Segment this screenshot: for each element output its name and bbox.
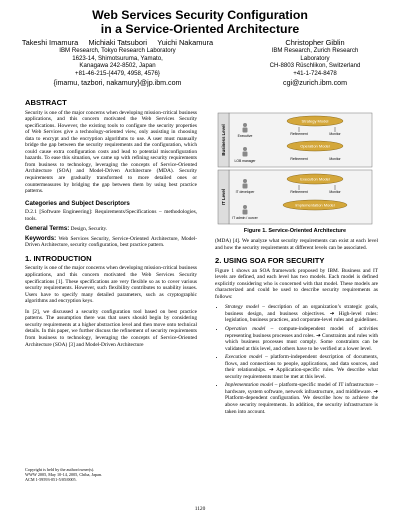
strategy-model-label: Strategy Model xyxy=(301,118,329,124)
lob-manager-person-body xyxy=(243,152,248,157)
affiliation-line: IBM Research, Tokyo Research Laboratory xyxy=(59,47,176,55)
intro-heading: 1. INTRODUCTION xyxy=(25,253,92,263)
soa-figure xyxy=(215,111,375,226)
affiliation-line: CH-8803 Rüschlikon, Switzerland xyxy=(269,62,361,70)
general-terms xyxy=(25,226,197,233)
affiliation-line: +41-1-724-8478 xyxy=(293,69,337,77)
executive-person-icon xyxy=(243,123,247,127)
it-admin-label: IT admin / ourcer xyxy=(232,216,258,220)
monitor-label: Monitor xyxy=(329,132,341,136)
bullet-text: – compute-independent model of activities representing business processes and roles. ➔ Constraints and rules with which business processes must comply. Some constraints can be validated at this level, and others have to be verified at a lower level. xyxy=(225,326,378,352)
operation-model-label: Operation Model xyxy=(300,143,330,149)
author-block-zurich xyxy=(245,39,385,87)
copyright-line: WWW 2005, May 10-14, 2005, Chiba, Japan. xyxy=(25,472,103,478)
abstract-text: Security is one of the major concerns when developing mission-critical business applications, and this concern motivated the Web Services Security specifications. However, the existing tools to configure the security properties of Web Services give a technology-oriented view, only assisting in choosing data to encrypt and the encryption algorithms to use. A user must manually bridge the gap between the security requirements and the configuration, which could cause extra configuration costs and lead to potential misconfiguration hazards. To ease this situation, we came up with refining security requirements from business to technology, leveraging the concepts of Service-Oriented Architecture (SOA) and Model-Driven Architecture (MDA). Security requirements are gradually transformed to more detailed ones or countermeasures by bridging the gap between them by using best practice patterns. xyxy=(25,109,197,195)
general-terms-text: Design, Security. xyxy=(70,226,108,233)
figure-caption: Figure 1. Service-Oriented Architecture xyxy=(243,228,347,234)
monitor-label: Monitor xyxy=(329,157,341,161)
bullet-term: Operation model xyxy=(225,326,266,333)
categories-text: D.2.1 [Software Engineering]: Requirements/Specifications – methodologies, tools. xyxy=(25,209,197,222)
bullet-term: Strategy model xyxy=(225,304,260,311)
general-terms-label: General Terms: xyxy=(25,225,70,233)
author-email-tokyo: {imamu, tazbori, nakamury}@jp.ibm.com xyxy=(53,79,182,88)
title-line-2: in a Service-Oriented Architecture xyxy=(100,22,300,36)
section2-paragraph-1: Figure 1 shows an SOA framework proposed by IBM. Business and IT levels are defined, and each level has two models. Each model is defined explicitly considering who is concerned with that model. These models are characterized and could be used to describe security requirements as follows: xyxy=(215,267,378,300)
execution-model-label: Execution Model xyxy=(300,176,330,182)
refinement-label: Refinement xyxy=(290,190,308,194)
it-developer-person-icon xyxy=(243,179,247,183)
list-item xyxy=(225,382,378,415)
author-names-tokyo: Takeshi Imamura Michiaki Tatsubori Yuichi Nakamura xyxy=(21,38,214,47)
refinement-label: Refinement xyxy=(290,157,308,161)
list-item xyxy=(225,326,378,352)
affiliation-line: Laboratory xyxy=(300,54,330,62)
intro-paragraph-1: Security is one of the major concerns when developing mission-critical business applications, and this concern motivated the Web Services Security specifications [1]. These specifications are very flexible so as to cover various security requirements. However, such flexibility contributes to usability issues. Users have to specify many detailed parameters, such as cryptographic algorithms and encryption keys. xyxy=(25,265,197,305)
it-level-label: IT Level xyxy=(221,188,226,206)
intro-paragraph-2: In [2], we discussed a security configuration tool based on best practice patterns. The assumption there was that users should begin by considering security requirements at a higher abstraction level and then move onto technical details. In this paper, we further discuss the refinement of security requirements from business to technology, leveraging the concepts of Service-Oriented Architecture (SOA) [3] and Model-Driven Architecture xyxy=(25,308,197,348)
copyright-notice xyxy=(25,467,175,483)
title-line-1: Web Services Security Configuration xyxy=(92,8,308,22)
list-item xyxy=(225,354,378,380)
keywords-text: Web Services Security, Service-Oriented Architecture, Model-Driven Architecture, security configuration, best practice pattern. xyxy=(25,235,197,249)
affiliation-line: 1623-14, Shimotsuruma, Yamato, xyxy=(72,54,163,62)
bullet-text: – platform-specific model of IT infrastructure – hardware, system software, network infrastructure, and middleware. ➔ Platform-dependent configuration. We describe how to achieve the above security requirements. In addition, the security infrastructure is taken into account. xyxy=(225,382,379,415)
keywords-label: Keywords: xyxy=(25,234,57,242)
executive-person-body xyxy=(243,128,248,133)
bullet-text: – platform-independent description of documents, flows, and connections to people, applications, and data sources, and their relationships. ➔ Application-specific rules. We describe what security requirements must be met at this level. xyxy=(225,354,378,380)
right-column xyxy=(215,238,378,418)
lob-manager-label: LOB manager xyxy=(234,159,256,163)
implementation-model-label: Implementation Model xyxy=(295,202,335,208)
abstract-heading: ABSTRACT xyxy=(25,98,67,107)
model-bullet-list xyxy=(215,304,378,415)
it-admin-person-body xyxy=(243,210,248,215)
right-paragraph-0: (MDA) [4]. We analyze what security requirements can exist at each level and how the security requirements at different levels can be associated. xyxy=(215,238,378,251)
it-developer-label: IT developer xyxy=(235,190,255,194)
paper-title xyxy=(0,8,400,36)
left-column xyxy=(25,100,197,352)
affiliation-line: IBM Research, Zurich Research xyxy=(271,47,359,55)
lob-manager-person-icon xyxy=(243,147,247,151)
list-item xyxy=(225,304,378,324)
executive-label: Executive xyxy=(237,134,253,138)
page-number: 1120 xyxy=(194,506,206,512)
it-admin-person-icon xyxy=(243,205,247,209)
business-level-label: Business Level xyxy=(221,124,226,156)
affiliation-line: +81-46-215-{4479, 4958, 4576} xyxy=(75,69,160,77)
categories-heading: Categories and Subject Descriptors xyxy=(25,199,130,207)
author-name-zurich: Christopher Giblin xyxy=(285,38,345,47)
keywords xyxy=(25,236,197,249)
section2-heading: 2. USING SOA FOR SECURITY xyxy=(215,256,325,266)
monitor-label: Monitor xyxy=(329,190,341,194)
author-email-zurich: cgi@zurich.ibm.com xyxy=(283,79,347,88)
refinement-label: Refinement xyxy=(290,132,308,136)
affiliation-line: Kanagawa 242-8502, Japan xyxy=(79,62,156,70)
it-developer-person-body xyxy=(243,184,248,189)
bullet-term: Implementation model xyxy=(225,382,274,389)
bullet-text: – description of an organization’s strategic goals, business design, and business objectives. ➔ High-level rules: legislation, business practices, and corporate-level rules and guidelines. xyxy=(225,304,378,324)
copyright-line: Copyright is held by the author/owner(s). xyxy=(25,467,95,472)
author-block-tokyo xyxy=(10,39,225,87)
copyright-line: ACM 1-59593-051-5/05/0005. xyxy=(25,477,77,483)
bullet-term: Execution model xyxy=(225,354,263,361)
